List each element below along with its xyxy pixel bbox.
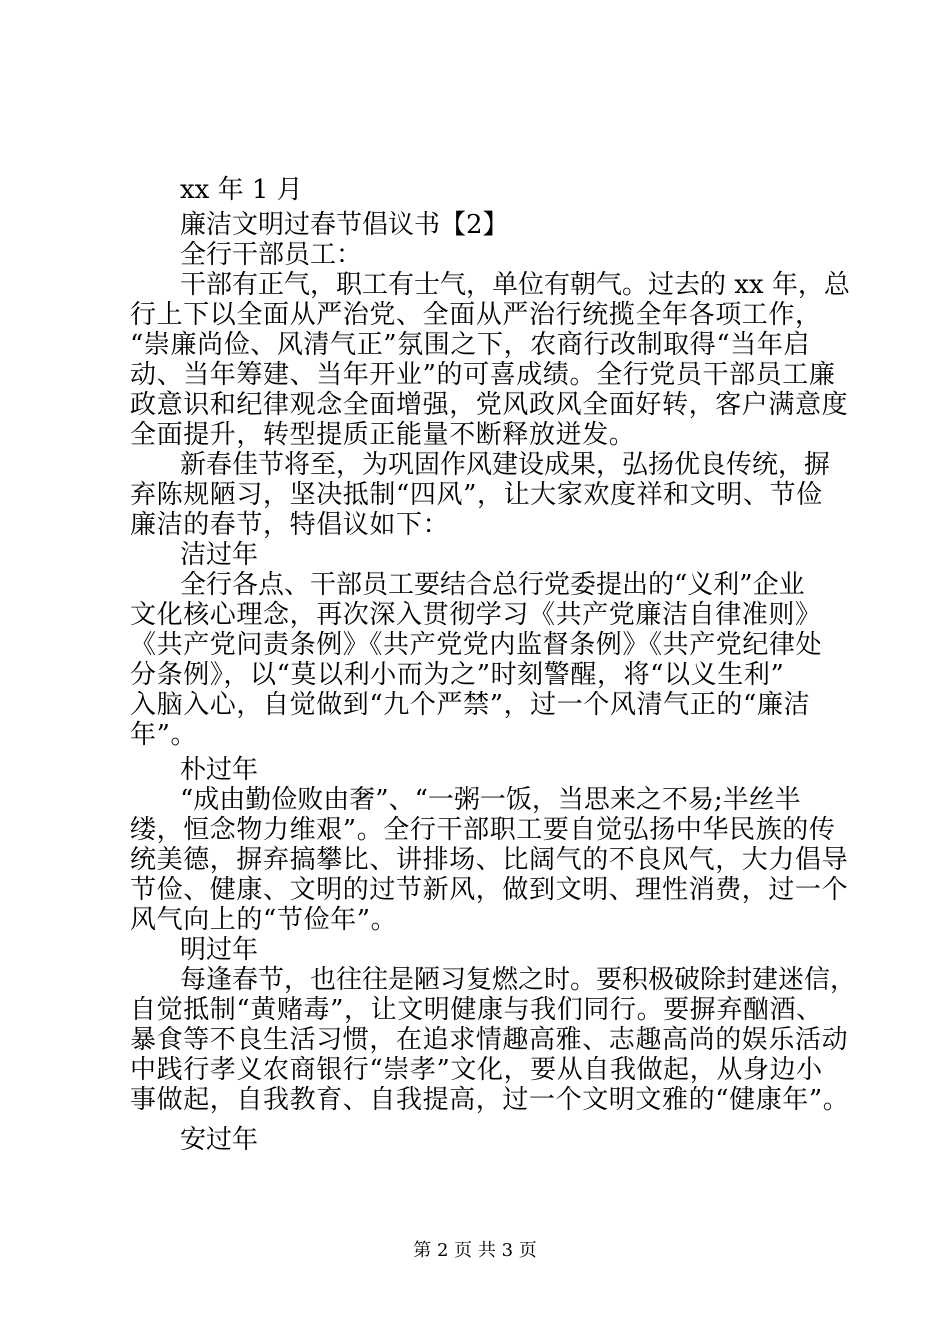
paragraph-line: 弃陈规陋习，坚决抵制“四风”，让大家欢度祥和文明、节俭 xyxy=(130,480,823,510)
section-heading: 明过年 xyxy=(180,935,259,965)
paragraph-line: 年”。 xyxy=(130,720,198,750)
paragraph-line: 入脑入心，自觉做到“九个严禁”，过一个风清气正的“廉洁 xyxy=(130,690,811,720)
paragraph-line: 自觉抵制“黄赌毒”，让文明健康与我们同行。要摒弃酗酒、 xyxy=(130,995,823,1025)
paragraph-first-line: 干部有正气，职工有士气，单位有朝气。过去的 xx 年，总 xyxy=(180,270,850,300)
paragraph-line: 中践行孝义农商银行“崇孝”文化，要从自我做起，从身边小 xyxy=(130,1055,823,1085)
section-heading: 洁过年 xyxy=(180,540,259,570)
paragraph-line: 行上下以全面从严治党、全面从严治行统揽全年各项工作， xyxy=(130,300,822,330)
section-heading: 朴过年 xyxy=(180,755,259,785)
paragraph-line: 事做起，自我教育、自我提高，过一个文明文雅的“健康年”。 xyxy=(130,1085,850,1115)
paragraph-line: 分条例》，以“莫以利小而为之”时刻警醒，将“以义生利” xyxy=(130,660,785,690)
document-salutation: 全行干部员工： xyxy=(180,240,363,270)
paragraph-line: 《共产党问责条例》《共产党党内监督条例》《共产党纪律处 xyxy=(130,630,823,660)
paragraph-line: 缕，恒念物力维艰”。全行干部职工要自觉弘扬中华民族的传 xyxy=(130,815,836,845)
paragraph-line: 廉洁的春节，特倡议如下： xyxy=(130,510,450,540)
paragraph-line: 文化核心理念，再次深入贯彻学习《共产党廉洁自律准则》 xyxy=(130,600,822,630)
paragraph-line: 政意识和纪律观念全面增强，党风政风全面好转，客户满意度 xyxy=(130,390,849,420)
paragraph-line: 全面提升，转型提质正能量不断释放迸发。 xyxy=(130,420,636,450)
paragraph-first-line: “成由勤俭败由奢”、“一粥一饭，当思来之不易;半丝半 xyxy=(180,785,801,815)
paragraph-line: “崇廉尚俭、风清气正”氛围之下，农商行改制取得“当年启 xyxy=(130,330,811,360)
paragraph-line: 统美德，摒弃搞攀比、讲排场、比阔气的不良风气，大力倡导 xyxy=(130,845,849,875)
section-heading: 安过年 xyxy=(180,1125,259,1155)
paragraph-line: 节俭、健康、文明的过节新风，做到文明、理性消费，过一个 xyxy=(130,875,849,905)
paragraph-line: 暴食等不良生活习惯，在追求情趣高雅、志趣高尚的娱乐活动 xyxy=(130,1025,849,1055)
paragraph-first-line: 全行各点、干部员工要结合总行党委提出的“义利”企业 xyxy=(180,570,805,600)
page-footer: 第 2 页 共 3 页 xyxy=(413,1240,537,1261)
paragraph-line: 动、当年筹建、当年开业”的可喜成绩。全行党员干部员工廉 xyxy=(130,360,836,390)
paragraph-line: 风气向上的“节俭年”。 xyxy=(130,905,398,935)
document-date: xx 年 1 月 xyxy=(180,175,303,205)
paragraph-first-line: 新春佳节将至，为巩固作风建设成果，弘扬优良传统，摒 xyxy=(180,450,831,480)
document-title: 廉洁文明过春节倡议书【2】 xyxy=(180,210,509,240)
paragraph-first-line: 每逢春节，也往往是陋习复燃之时。要积极破除封建迷信， xyxy=(180,965,857,995)
